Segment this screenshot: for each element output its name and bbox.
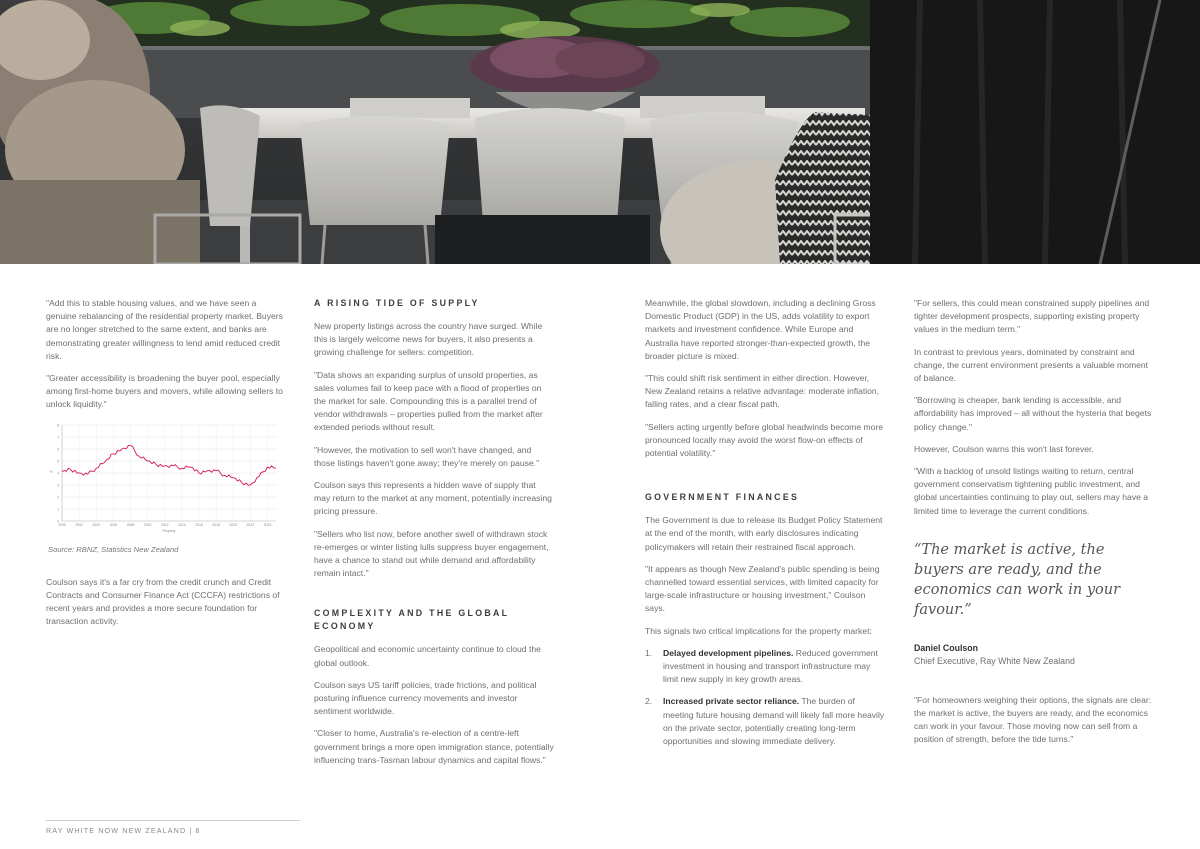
body-paragraph: In contrast to previous years, dominated by constraint and change, the current environment presents a valuable moment of balance. [914, 346, 1149, 384]
x-tick-label: 2004 [92, 522, 101, 527]
body-paragraph: "Data shows an expanding surplus of unsold properties, as sales volumes fail to keep pace with a flood of properties on the market for sale. Compounding this is a parallel trend of vendor withdrawals – properties pulled from the market after extended periods without result. [314, 369, 543, 433]
y-tick-label: 8 [57, 423, 59, 428]
body-paragraph: "This could shift risk sentiment in either direction. However, New Zealand retains a relative advantage: moderate inflation, falling rates, and a clear fiscal path. [645, 373, 880, 410]
list-item [645, 647, 885, 687]
body-paragraph: "Add this to stable housing values, and we have seen a genuine rebalancing of the residential property market. Buyers are no longer stretched to the same extent, and banks are demonstrating greater willingness to lend amid reduced credit risk. [46, 298, 283, 361]
body-paragraph: Coulson says US tariff policies, trade frictions, and political posturing influence currency movements and investor sentiment worldwide. [314, 679, 537, 717]
x-tick-label: 2016 [195, 522, 203, 527]
chart-svg [48, 421, 280, 539]
body-paragraph: "Sellers who list now, before another swell of withdrawn stock re-emerges or winter listing lulls suppress buyer engagement, have a chance to stand out while demand and affordability remain intact." [314, 528, 549, 579]
list-item-text: Reduced government investment in housing and transport infrastructure may limit new supply in key growth areas. [663, 647, 878, 685]
y-tick-label: 1 [57, 507, 59, 512]
body-paragraph: Meanwhile, the global slowdown, including a declining Gross Domestic Product (GDP) in the US, adds volatility to export markets and investment confidence. While Europe and Australia have reported stronger-than-expected growth, the broader picture is mixed. [645, 298, 876, 361]
section-heading: A RISING TIDE OF SUPPLY [314, 298, 480, 308]
x-axis-label: Property [162, 528, 176, 533]
body-paragraph: New property listings across the country have surged. While this is largely welcome news for buyers, it also presents a growing challenge for sellers: competition. [314, 321, 543, 358]
body-paragraph: "For homeowners weighing their options, the signals are clear: the market is active, the buyers are ready, and the economics can work in your favour. Those moving now can sell from a position of strength, before the tide turns." [914, 694, 1152, 745]
section-heading: GOVERNMENT FINANCES [645, 492, 800, 503]
y-tick-label: 5 [57, 459, 59, 464]
implications-list [645, 647, 885, 748]
body-paragraph: Coulson says it's a far cry from the credit crunch and Credit Contracts and Consumer Finance Act (CCCFA) restrictions of recent years and provides a more secure foundation for transaction activity. [46, 576, 280, 627]
y-axis-label: % [49, 469, 53, 474]
list-number: 2. [645, 696, 653, 707]
mortgage-rate-chart [48, 421, 280, 539]
y-tick-label: 2 [57, 495, 59, 500]
body-paragraph: "Borrowing is cheaper, bank lending is accessible, and affordability has improved – all without the hysteria that begets policy change." [914, 395, 1152, 432]
quote-author-role: Chief Executive, Ray White New Zealand [914, 655, 1075, 666]
list-number: 1. [645, 647, 653, 658]
x-tick-label: 2002 [75, 522, 83, 527]
body-paragraph: "However, the motivation to sell won't have changed, and those listings haven't gone away; they're merely on pause." [314, 444, 540, 468]
hero-photo [0, 0, 1200, 264]
list-item-title: Increased private sector reliance. [663, 696, 800, 707]
quote-author-name: Daniel Coulson [914, 642, 979, 653]
section-heading: COMPLEXITY AND THE GLOBAL ECONOMY [314, 608, 510, 632]
body-paragraph: "It appears as though New Zealand's public spending is being channelled toward essential services, with limited capacity for large-scale infrastructure or housing investment," Coulson says. [645, 563, 880, 614]
series-line [62, 445, 276, 485]
body-paragraph: Coulson says this represents a hidden wave of supply that may return to the market at any moment, potentially increasing pricing pressure. [314, 480, 552, 517]
x-tick-label: 2006 [109, 522, 118, 527]
list-item-title: Delayed development pipelines. [663, 647, 794, 658]
x-tick-label: 2022 [246, 522, 255, 527]
body-paragraph: This signals two critical implications for the property market: [645, 625, 872, 636]
x-tick-label: 2012 [160, 522, 169, 527]
body-paragraph: "Greater accessibility is broadening the buyer pool, especially among first-home buyers and movers, while allowing sellers to unlock liquidity." [46, 373, 283, 410]
x-tick-label: 2008 [126, 522, 135, 527]
page-footer: RAY WHITE NOW NEW ZEALAND | 8 [46, 820, 300, 835]
body-paragraph: Geopolitical and economic uncertainty continue to cloud the global outlook. [314, 644, 541, 668]
chart-source: Source: RBNZ, Statistics New Zealand [48, 544, 179, 554]
column-2 [314, 297, 554, 776]
x-tick-label: 2010 [143, 522, 152, 527]
body-paragraph: "Closer to home, Australia's re-election of a centre-left government brings a more open immigration stance, potentially influencing trans-Tasman labour dynamics and capital flows." [314, 728, 554, 765]
y-tick-label: 0 [57, 519, 59, 524]
x-tick-label: 2014 [178, 522, 186, 527]
y-tick-label: 4 [57, 471, 59, 476]
column-1 [46, 297, 286, 637]
x-tick-label: 2024 [263, 522, 272, 527]
list-item [645, 695, 885, 748]
list-item-text: The burden of meeting future housing demand will likely fall more heavily on the private sector, potentially creating long-term opportunities and slowing immediate delivery. [663, 696, 885, 747]
body-paragraph: "For sellers, this could mean constrained supply pipelines and tighter development prospects, supporting existing property values in the medium term." [914, 298, 1150, 335]
body-paragraph: The Government is due to release its Budget Policy Statement at the end of the month, with early disclosures indicating policymakers will retain their restrained fiscal approach. [645, 515, 883, 552]
body-paragraph: However, Coulson warns this won't last forever. [914, 443, 1094, 454]
y-tick-label: 7 [57, 435, 59, 440]
x-tick-label: 2020 [229, 522, 237, 527]
y-tick-label: 3 [57, 483, 59, 488]
pull-quote: “The market is active, the buyers are ready, and the economics can work in your favour.” [914, 541, 1121, 618]
x-tick-label: 2000 [58, 522, 66, 527]
column-4 [914, 297, 1154, 756]
y-tick-label: 6 [57, 447, 59, 452]
column-3 [645, 297, 885, 757]
body-paragraph: "With a backlog of unsold listings waiting to return, central government conservatism tightening public investment, and global uncertainties continuing to play out, sellers may have a limited time to leverage the current conditions. [914, 466, 1149, 516]
body-paragraph: "Sellers acting urgently before global headwinds become more pronounced locally may avoid the worst flow-on effects of potential volatility." [645, 421, 884, 459]
x-tick-label: 2018 [212, 522, 220, 527]
